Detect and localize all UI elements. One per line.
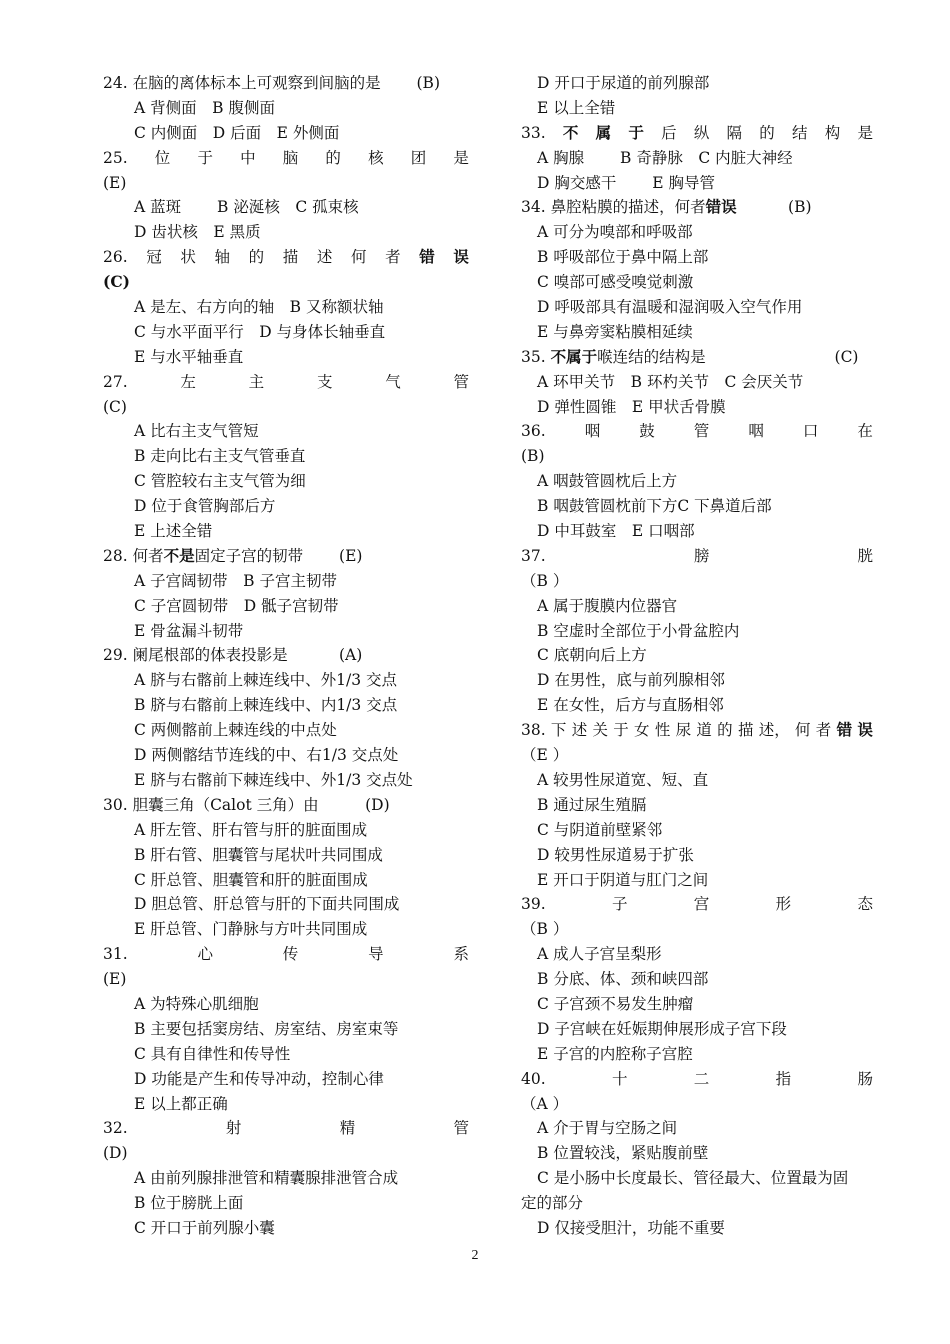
option-line: A 属于腹膜内位器官 xyxy=(537,596,678,615)
option-line: E 在女性，后方与直肠相邻 xyxy=(537,696,724,715)
option-line: A 脐与右髂前上棘连线中、外1/3 交点 xyxy=(134,671,397,690)
question-char: 团 xyxy=(410,148,427,167)
question-char: 性 xyxy=(654,721,671,740)
question-char: 36. xyxy=(521,422,546,441)
option-line: D 齿状核 E 黑质 xyxy=(134,223,261,242)
question-char: 于 xyxy=(628,122,644,142)
option-line: C 开口于前列腺小囊 xyxy=(134,1218,275,1237)
option-line: B 肝右管、胆囊管与尾状叶共同围成 xyxy=(134,845,383,864)
question-char: 轴 xyxy=(214,248,231,267)
question-char: 不 xyxy=(562,122,579,142)
question-line xyxy=(521,718,873,743)
question-line: (E) xyxy=(103,970,127,989)
question-char: 子 xyxy=(611,895,628,914)
question-char: 错 xyxy=(419,247,435,267)
option-line: A 咽鼓管圆枕后上方 xyxy=(537,472,678,491)
question-char: 的 xyxy=(717,721,733,740)
question-line xyxy=(103,245,469,270)
question-char: 在 xyxy=(857,422,873,441)
option-line: A 介于胃与空肠之间 xyxy=(537,1119,678,1138)
question-char: 的 xyxy=(759,123,775,142)
question-char: 管 xyxy=(453,372,469,391)
question-char: 31. xyxy=(103,945,128,964)
question-line xyxy=(521,419,873,444)
question-line xyxy=(103,146,469,171)
option-line: D 子宫峡在妊娠期伸展形成子宫下段 xyxy=(537,1019,787,1038)
question-line: (E) xyxy=(103,173,127,192)
question-line: 30. 胆囊三角（Calot 三角）由 (D) xyxy=(103,795,390,814)
option-line: A 环甲关节 B 环杓关节 C 会厌关节 xyxy=(537,372,804,391)
option-line: B 位置较浅，紧贴腹前壁 xyxy=(537,1144,709,1163)
question-line xyxy=(521,345,873,370)
question-text: 固定子宫的韧带 (E) xyxy=(194,546,363,565)
question-char: 27. xyxy=(103,372,128,391)
question-char: 左 xyxy=(180,372,196,391)
question-char: 是 xyxy=(857,123,873,142)
question-char: 述 xyxy=(316,248,333,267)
question-char: 传 xyxy=(282,945,299,964)
option-line: B 呼吸部位于鼻中隔上部 xyxy=(537,248,709,267)
question-line xyxy=(103,1116,469,1141)
option-line: E 以上全错 xyxy=(537,98,616,117)
question-char: 支 xyxy=(316,372,333,391)
option-line: E 上述全错 xyxy=(134,522,213,541)
question-char: 是 xyxy=(453,148,469,167)
option-line: B 位于膀胱上面 xyxy=(134,1194,244,1213)
question-char: 后 xyxy=(661,123,677,142)
question-char: 冠 xyxy=(146,248,162,267)
question-char: 形 xyxy=(775,895,792,914)
question-char: 何 xyxy=(351,248,367,267)
question-char: 十 xyxy=(611,1069,628,1088)
question-line xyxy=(521,1067,873,1092)
option-line: B 分底、体、颈和峡四部 xyxy=(537,970,709,989)
right-column xyxy=(521,71,873,1241)
question-char: 38. xyxy=(521,721,546,740)
question-char: 脑 xyxy=(282,148,299,167)
option-line: A 胸腺 B 奇静脉 C 内脏大神经 xyxy=(537,148,793,167)
question-char: 尿 xyxy=(675,721,692,740)
question-char: 女 xyxy=(634,721,650,740)
option-line: C 子宫圆韧带 D 骶子宫韧带 xyxy=(134,596,339,615)
question-line: 29. 阑尾根部的体表投影是 (A) xyxy=(103,646,363,665)
question-text: 35. xyxy=(521,347,551,366)
question-char: 误 xyxy=(857,720,873,740)
question-char: 口 xyxy=(802,422,819,441)
option-line: C 子宫颈不易发生肿瘤 xyxy=(537,994,694,1013)
question-char: 隔 xyxy=(726,123,743,142)
question-char: 管 xyxy=(453,1119,469,1138)
question-char: 33. xyxy=(521,123,546,142)
option-line: A 由前列腺排泄管和精囊腺排泄管合成 xyxy=(134,1169,399,1188)
question-char: 37. xyxy=(521,546,546,565)
question-char: 膀 xyxy=(693,546,710,565)
question-char: 咽 xyxy=(584,422,601,441)
option-line: A 可分为嗅部和呼吸部 xyxy=(537,223,693,242)
question-text: (B) xyxy=(736,198,812,217)
question-char: 的 xyxy=(248,248,265,267)
option-line: C 是小肠中长度最长、管径最大、位置最为固 xyxy=(537,1169,849,1188)
question-line xyxy=(521,892,873,917)
question-char: 错 xyxy=(836,720,853,740)
question-line xyxy=(103,544,469,569)
question-char: 描 xyxy=(737,721,754,740)
question-char: 咽 xyxy=(748,422,764,441)
question-char: 射 xyxy=(225,1119,242,1138)
option-line: E 与水平轴垂直 xyxy=(134,347,244,366)
option-line: D 在男性，底与前列腺相邻 xyxy=(537,671,725,690)
option-line: C 与水平面平行 D 与身体长轴垂直 xyxy=(134,322,386,341)
question-char: 下 xyxy=(550,721,567,740)
option-line: A 较男性尿道宽、短、直 xyxy=(537,770,709,789)
question-char: 误 xyxy=(453,247,469,267)
question-line xyxy=(521,544,873,569)
question-line xyxy=(103,942,469,967)
question-char: 心 xyxy=(197,945,213,964)
question-char: 的 xyxy=(325,148,341,167)
question-line: (D) xyxy=(103,1144,128,1163)
option-line: C 管腔较右主支气管为细 xyxy=(134,472,306,491)
question-char: 26. xyxy=(103,248,128,267)
option-line: C 具有自律性和传导性 xyxy=(134,1044,291,1063)
emphasis-text: 不是 xyxy=(163,545,195,565)
option-line: A 为特殊心肌细胞 xyxy=(134,994,259,1013)
question-char: 纵 xyxy=(693,123,710,142)
question-char: 构 xyxy=(824,123,841,142)
question-text: 28. 何者 xyxy=(103,546,164,565)
question-line: (C) xyxy=(103,272,131,292)
question-char: 气 xyxy=(385,372,401,391)
question-line xyxy=(521,195,873,220)
question-char: 肠 xyxy=(857,1069,873,1088)
question-char: 胱 xyxy=(857,546,873,565)
question-char: 于 xyxy=(197,148,213,167)
option-line: A 是左、右方向的轴 B 又称额状轴 xyxy=(134,298,384,317)
option-line: C 两侧髂前上棘连线的中点处 xyxy=(134,721,337,740)
option-line: C 内侧面 D 后面 E 外侧面 xyxy=(134,123,340,142)
option-line: B 通过尿生殖膈 xyxy=(537,795,647,814)
question-line: （A ） xyxy=(521,1094,569,1113)
question-line: （E ） xyxy=(521,746,569,765)
question-char: 核 xyxy=(368,148,384,167)
option-line: D 呼吸部具有温暖和湿润吸入空气作用 xyxy=(537,298,803,317)
question-char: 40. xyxy=(521,1069,546,1088)
option-line: B 空虚时全部位于小骨盆腔内 xyxy=(537,621,740,640)
question-line: (C) xyxy=(103,397,127,416)
option-line: E 肝总管、门静脉与方叶共同围成 xyxy=(134,920,368,939)
question-char: 中 xyxy=(240,148,256,167)
question-line xyxy=(521,121,873,146)
question-char: 于 xyxy=(613,721,629,740)
option-line: B 走向比右主支气管垂直 xyxy=(134,447,306,466)
question-char: 位 xyxy=(154,148,171,167)
question-char: 何 xyxy=(795,721,811,740)
question-char: 32. xyxy=(103,1119,128,1138)
question-char: 指 xyxy=(775,1069,792,1088)
option-line: D 胆总管、肝总管与肝的下面共同围成 xyxy=(134,895,400,914)
option-line: B 咽鼓管圆枕前下方C 下鼻道后部 xyxy=(537,497,772,516)
question-line: 定的部分 xyxy=(521,1194,584,1213)
question-text: 喉连结的结构是 (C) xyxy=(597,347,859,366)
option-line: D 功能是产生和传导冲动，控制心律 xyxy=(134,1069,384,1088)
question-char: 精 xyxy=(339,1119,356,1138)
option-line: E 脐与右髂前下棘连线中、外1/3 交点处 xyxy=(134,770,413,789)
question-char: 结 xyxy=(792,123,808,142)
question-char: 属 xyxy=(595,122,612,142)
option-line: A 成人子宫呈梨形 xyxy=(537,945,662,964)
option-line: D 仅接受胆汁，功能不重要 xyxy=(537,1218,725,1237)
option-line: B 脐与右髂前上棘连线中、内1/3 交点 xyxy=(134,696,398,715)
question-line: 24. 在脑的离体标本上可观察到间脑的是 (B) xyxy=(103,74,440,92)
option-line: A 比右主支气管短 xyxy=(134,422,259,441)
option-line: E 子宫的内腔称子宫腔 xyxy=(537,1044,693,1063)
question-char: 二 xyxy=(693,1069,710,1088)
page-number: 2 xyxy=(471,1248,479,1263)
question-char: 状 xyxy=(180,248,196,267)
question-char: 者 xyxy=(385,248,401,267)
emphasis-text: 不属于 xyxy=(550,346,598,366)
option-line: D 胸交感干 E 胸导管 xyxy=(537,173,716,192)
question-char: 管 xyxy=(693,422,710,441)
question-char: 鼓 xyxy=(639,422,655,441)
question-char: 39. xyxy=(521,895,546,914)
question-char: 描 xyxy=(282,248,299,267)
question-char: 关 xyxy=(592,721,608,740)
question-char: 25. xyxy=(103,148,128,167)
question-line: （B ） xyxy=(521,571,569,590)
question-line xyxy=(103,370,469,395)
question-char: 导 xyxy=(368,945,384,964)
question-char: 态 xyxy=(857,895,873,914)
option-line: E 骨盆漏斗韧带 xyxy=(134,621,244,640)
question-char: 系 xyxy=(453,945,469,964)
option-line: C 肝总管、胆囊管和肝的脏面围成 xyxy=(134,870,368,889)
option-line: A 蓝斑 B 泌涎核 C 孤束核 xyxy=(134,198,359,217)
option-line: A 肝左管、肝右管与肝的脏面围成 xyxy=(134,820,368,839)
option-line: D 较男性尿道易于扩张 xyxy=(537,845,694,864)
option-line: C 与阴道前壁紧邻 xyxy=(537,820,663,839)
emphasis-text: 错误 xyxy=(705,197,737,217)
option-line: D 两侧髂结节连线的中、右1/3 交点处 xyxy=(134,746,399,765)
option-line: C 嗅部可感受嗅觉刺激 xyxy=(537,273,694,292)
option-line: A 背侧面 B 腹侧面 xyxy=(134,98,275,117)
option-line: A 子宫阔韧带 B 子宫主韧带 xyxy=(134,571,337,590)
option-line: E 以上都正确 xyxy=(134,1094,228,1113)
question-char: 者 xyxy=(815,721,832,740)
option-line: D 位于食管胸部后方 xyxy=(134,497,276,516)
question-line: (B) xyxy=(521,447,545,466)
option-line: D 弹性圆锥 E 甲状舌骨膜 xyxy=(537,397,726,416)
option-line: E 开口于阴道与肛门之间 xyxy=(537,870,709,889)
question-char: 述 xyxy=(571,721,588,740)
question-char: 述， xyxy=(758,721,790,740)
left-column xyxy=(103,71,469,1241)
question-text: 34. 鼻腔粘膜的描述，何者 xyxy=(521,198,706,217)
question-char: 宫 xyxy=(693,895,710,914)
option-line: C 底朝向后上方 xyxy=(537,646,647,665)
option-line: E 与鼻旁窦粘膜相延续 xyxy=(537,322,693,341)
question-char: 道 xyxy=(696,721,712,740)
question-char: 主 xyxy=(248,372,265,391)
question-line: （B ） xyxy=(521,920,569,939)
option-line: D 开口于尿道的前列腺部 xyxy=(537,74,710,92)
option-line: B 主要包括窦房结、房室结、房室束等 xyxy=(134,1019,399,1038)
option-line: D 中耳鼓室 E 口咽部 xyxy=(537,522,695,541)
